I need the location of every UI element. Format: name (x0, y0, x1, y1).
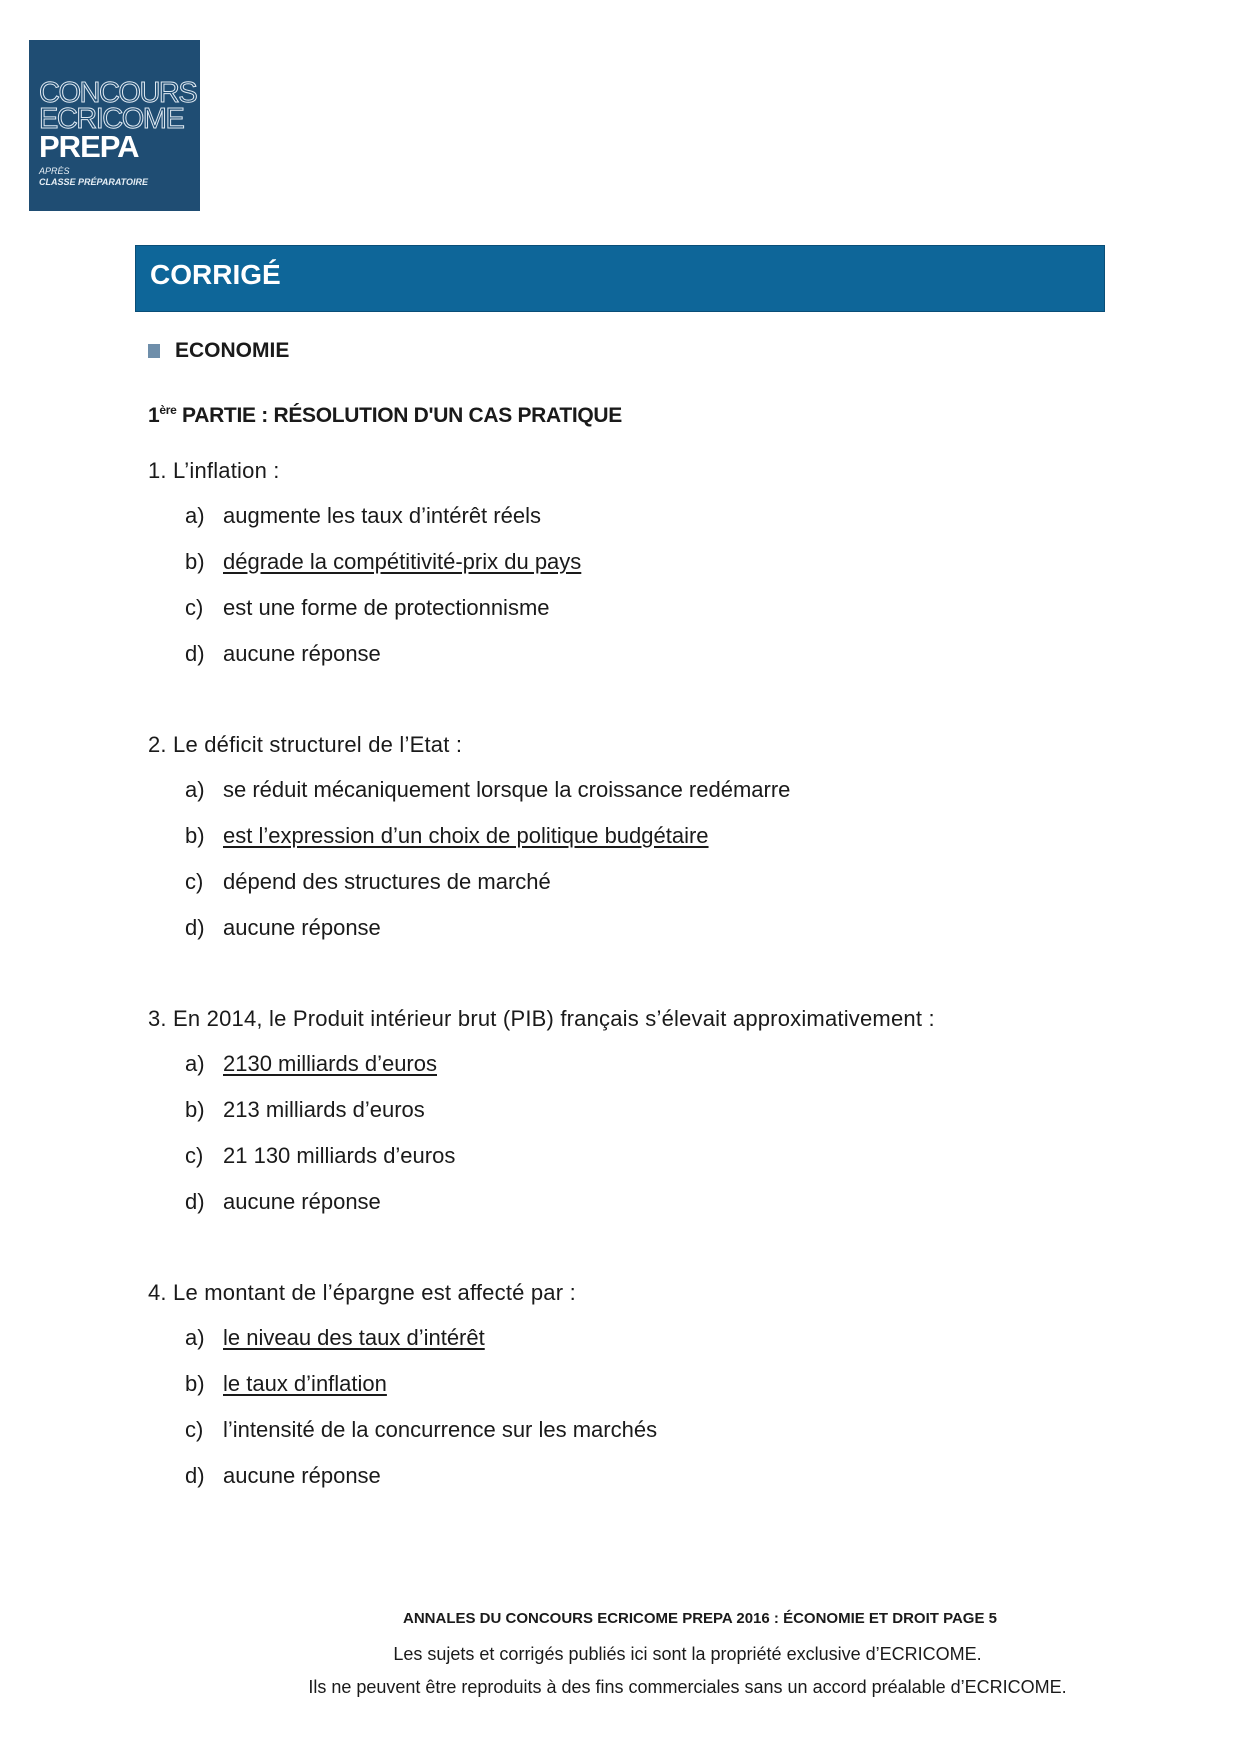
correct-option-text: dégrade la compétitivité-prix du pays (223, 549, 582, 574)
option-letter: d) (185, 915, 205, 940)
answer-option (185, 595, 550, 621)
ecricome-logo (29, 40, 200, 211)
logo-line-classe: CLASSE PRÉPARATOIRE (39, 177, 149, 187)
section-title: ECONOMIE (175, 339, 290, 362)
option-text: est une forme de protectionnisme (223, 595, 550, 620)
question-1: 1. L’inflation : (148, 458, 280, 483)
footer-heading: ANNALES DU CONCOURS ECRICOME PREPA 2016 : ÉCONOMIE ET DROIT PAGE 5 (403, 1610, 997, 1627)
answer-option (185, 823, 709, 849)
option-letter: c) (185, 1143, 204, 1168)
option-letter: b) (185, 1371, 205, 1396)
option-text: 21 130 milliards d’euros (223, 1143, 456, 1168)
option-letter: a) (185, 777, 205, 802)
option-letter: c) (185, 595, 204, 620)
option-text: aucune réponse (223, 1189, 381, 1214)
option-text: dépend des structures de marché (223, 869, 551, 894)
option-letter: b) (185, 823, 205, 848)
answer-option (185, 915, 381, 941)
answer-option (185, 1417, 657, 1443)
option-letter: a) (185, 1051, 205, 1076)
answer-option (185, 549, 581, 575)
option-letter: a) (185, 503, 205, 528)
option-text: aucune réponse (223, 1463, 381, 1488)
answer-option (185, 869, 551, 895)
corrige-banner (135, 245, 1105, 312)
part-heading (148, 403, 622, 428)
option-letter: b) (185, 549, 205, 574)
correct-option-text: 2130 milliards d’euros (223, 1051, 437, 1076)
logo-line-concours: CONCOURS (39, 77, 197, 109)
logo-line-ecricome: ECRICOME (39, 103, 184, 135)
option-letter: d) (185, 1189, 205, 1214)
banner-title: CORRIGÉ (150, 259, 281, 290)
logo-line-apres: APRÈS (39, 166, 70, 176)
option-letter: c) (185, 869, 204, 894)
section-heading (148, 338, 289, 364)
correct-option-text: le taux d’inflation (223, 1371, 387, 1396)
question-2: 2. Le déficit structurel de l’Etat : (148, 732, 463, 757)
correct-option-text: est l’expression d’un choix de politique budgétaire (223, 823, 709, 848)
part-number-suffix: ère (159, 403, 177, 417)
answer-option (185, 1325, 485, 1351)
option-letter: b) (185, 1097, 205, 1122)
option-text: l’intensité de la concurrence sur les marchés (223, 1417, 658, 1442)
answer-option (185, 1371, 387, 1397)
answer-option (185, 1463, 381, 1489)
option-text: aucune réponse (223, 915, 381, 940)
option-text: aucune réponse (223, 641, 381, 666)
option-text: augmente les taux d’intérêt réels (223, 503, 541, 528)
option-letter: d) (185, 1463, 205, 1488)
answer-option (185, 1143, 455, 1169)
answer-option (185, 641, 381, 667)
answer-option (185, 1051, 437, 1077)
answer-option (185, 1189, 381, 1215)
question-3: 3. En 2014, le Produit intérieur brut (PIB) français s’élevait approximativement : (148, 1006, 935, 1031)
option-letter: d) (185, 641, 205, 666)
option-letter: a) (185, 1325, 205, 1350)
logo-line-prepa: PREPA (39, 129, 139, 164)
option-text: se réduit mécaniquement lorsque la croissance redémarre (223, 777, 791, 802)
option-letter: c) (185, 1417, 204, 1442)
footer-copyright-line: Les sujets et corrigés publiés ici sont la propriété exclusive d’ECRICOME. (393, 1644, 982, 1664)
answer-option (185, 777, 790, 803)
correct-option-text: le niveau des taux d’intérêt (223, 1325, 485, 1350)
part-number: 1 (148, 404, 160, 427)
question-4: 4. Le montant de l’épargne est affecté par : (148, 1280, 576, 1305)
option-text: 213 milliards d’euros (223, 1097, 425, 1122)
part-title: PARTIE : RÉSOLUTION D'UN CAS PRATIQUE (176, 404, 623, 427)
square-bullet-icon (148, 344, 160, 358)
footer-reproduction-line: Ils ne peuvent être reproduits à des fins commerciales sans un accord préalable d’ECRICOME. (308, 1677, 1067, 1697)
answer-option (185, 1097, 425, 1123)
answer-option (185, 503, 541, 529)
